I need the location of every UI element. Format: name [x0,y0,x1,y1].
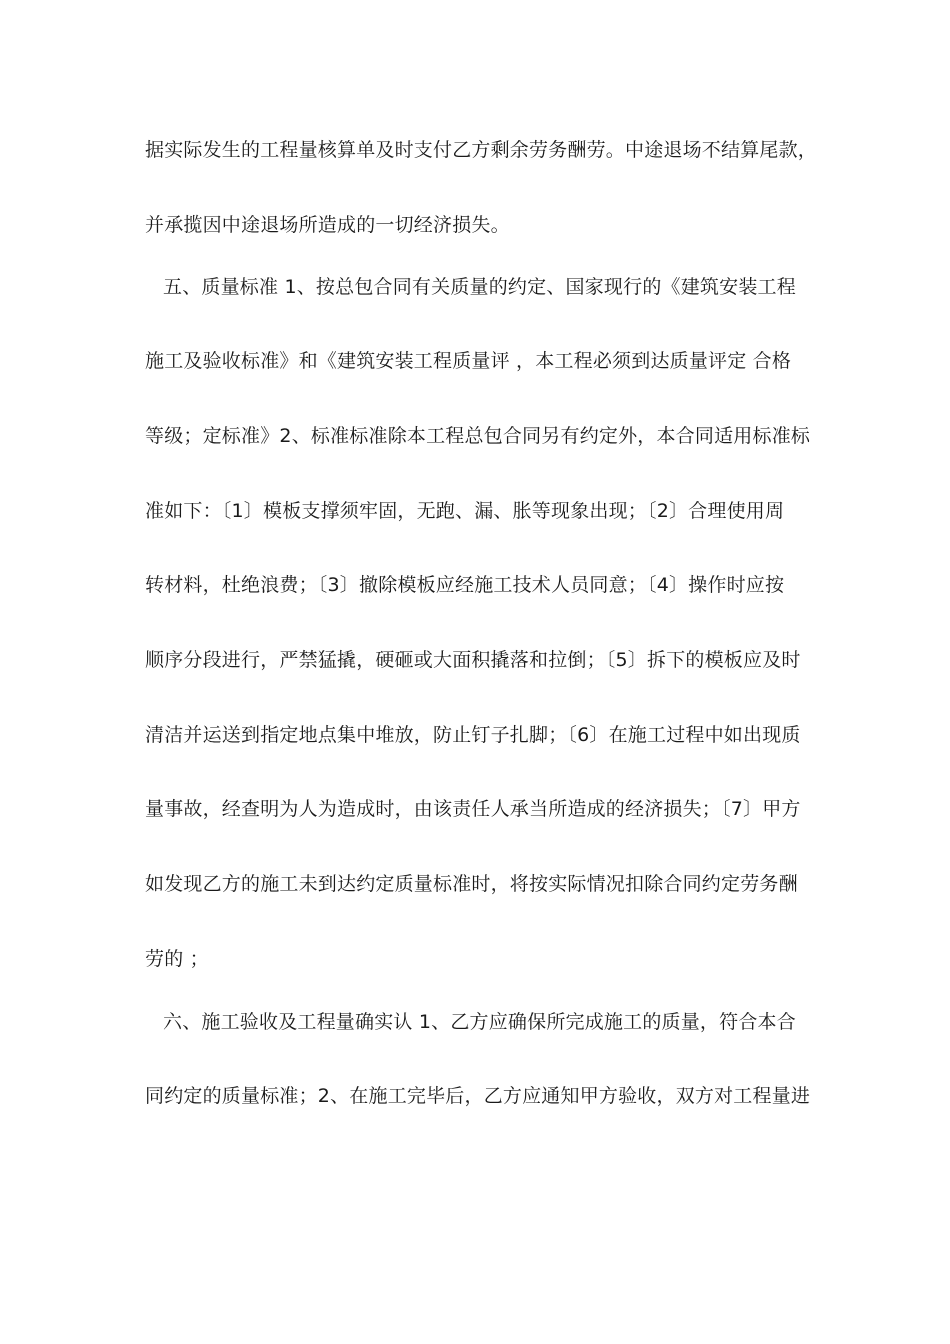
text-line: 等级；定标准》2、标准标准除本工程总包合同另有约定外，本合同适用标准标 [145,425,811,447]
text-line: 如发现乙方的施工未到达约定质量标准时，将按实际情况扣除合同约定劳务酬 [145,873,798,895]
text-line: 并承揽因中途退场所造成的一切经济损失。 [145,214,510,236]
text-line: 量事故，经查明为人为造成时，由该责任人承当所造成的经济损失；〔7〕甲方 [145,798,801,820]
section-heading-acceptance: 六、施工验收及工程量确实认 1、乙方应确保所完成施工的质量，符合本合 [163,1011,796,1033]
text-line: 据实际发生的工程量核算单及时支付乙方剩余劳务酬劳。中途退场不结算尾款， [145,139,818,161]
text-line: 转材料，杜绝浪费；〔3〕撤除模板应经施工技术人员同意；〔4〕操作时应按 [145,574,785,596]
text-line: 劳的 ； [145,948,209,970]
text-line: 顺序分段进行，严禁猛撬，硬砸或大面积撬落和拉倒；〔5〕拆下的模板应及时 [145,649,801,671]
text-line: 准如下：〔1〕模板支撑须牢固，无跑、漏、胀等现象出现；〔2〕合理使用周 [145,500,785,522]
text-line: 施工及验收标准》和《建筑安装工程质量评 ，本工程必须到达质量评定 合格 [145,350,792,372]
text-line: 同约定的质量标准；2、在施工完毕后，乙方应通知甲方验收，双方对工程量进 [145,1085,811,1107]
text-line: 清洁并运送到指定地点集中堆放，防止钉子扎脚；〔6〕在施工过程中如出现质 [145,724,801,746]
section-heading-quality: 五、质量标准 1、按总包合同有关质量的约定、国家现行的《建筑安装工程 [163,276,796,298]
